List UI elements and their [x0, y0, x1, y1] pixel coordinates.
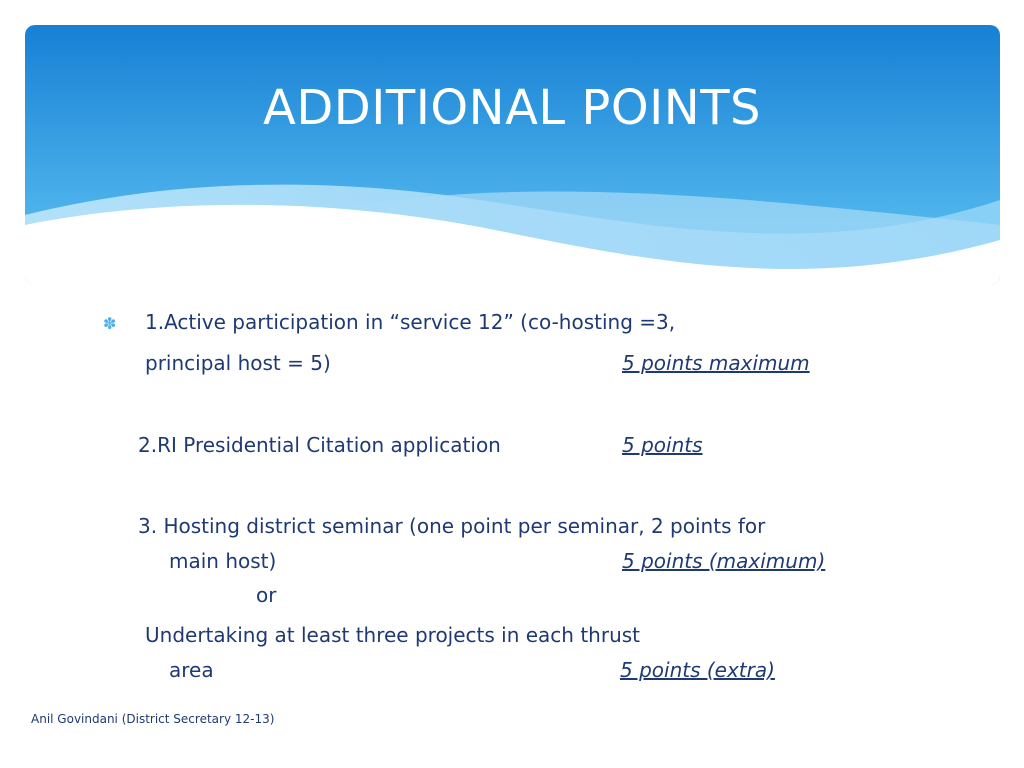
item-3-points: 5 points (maximum)	[622, 549, 826, 573]
item-2-line-1: 2.RI Presidential Citation application	[138, 433, 501, 457]
item-4-line-1: Undertaking at least three projects in each thrust	[145, 623, 641, 647]
footer-credit: Anil Govindani (District Secretary 12-13)	[31, 712, 275, 726]
item-2-points: 5 points	[622, 433, 703, 457]
slide-title: ADDITIONAL POINTS	[263, 80, 761, 136]
item-4-line-2: area	[169, 658, 214, 682]
item-3-connector: or	[256, 583, 277, 607]
item-1-line-1: 1.Active participation in “service 12” (co-hosting =3,	[145, 310, 676, 334]
item-4-points: 5 points (extra)	[620, 658, 775, 682]
item-1-points: 5 points maximum	[622, 351, 810, 375]
item-3-line-1: 3. Hosting district seminar (one point per seminar, 2 points for	[138, 514, 766, 538]
bullet-icon: ✽	[103, 314, 117, 333]
item-1-line-2: principal host = 5)	[145, 351, 331, 375]
item-3-line-2: main host)	[169, 549, 277, 573]
